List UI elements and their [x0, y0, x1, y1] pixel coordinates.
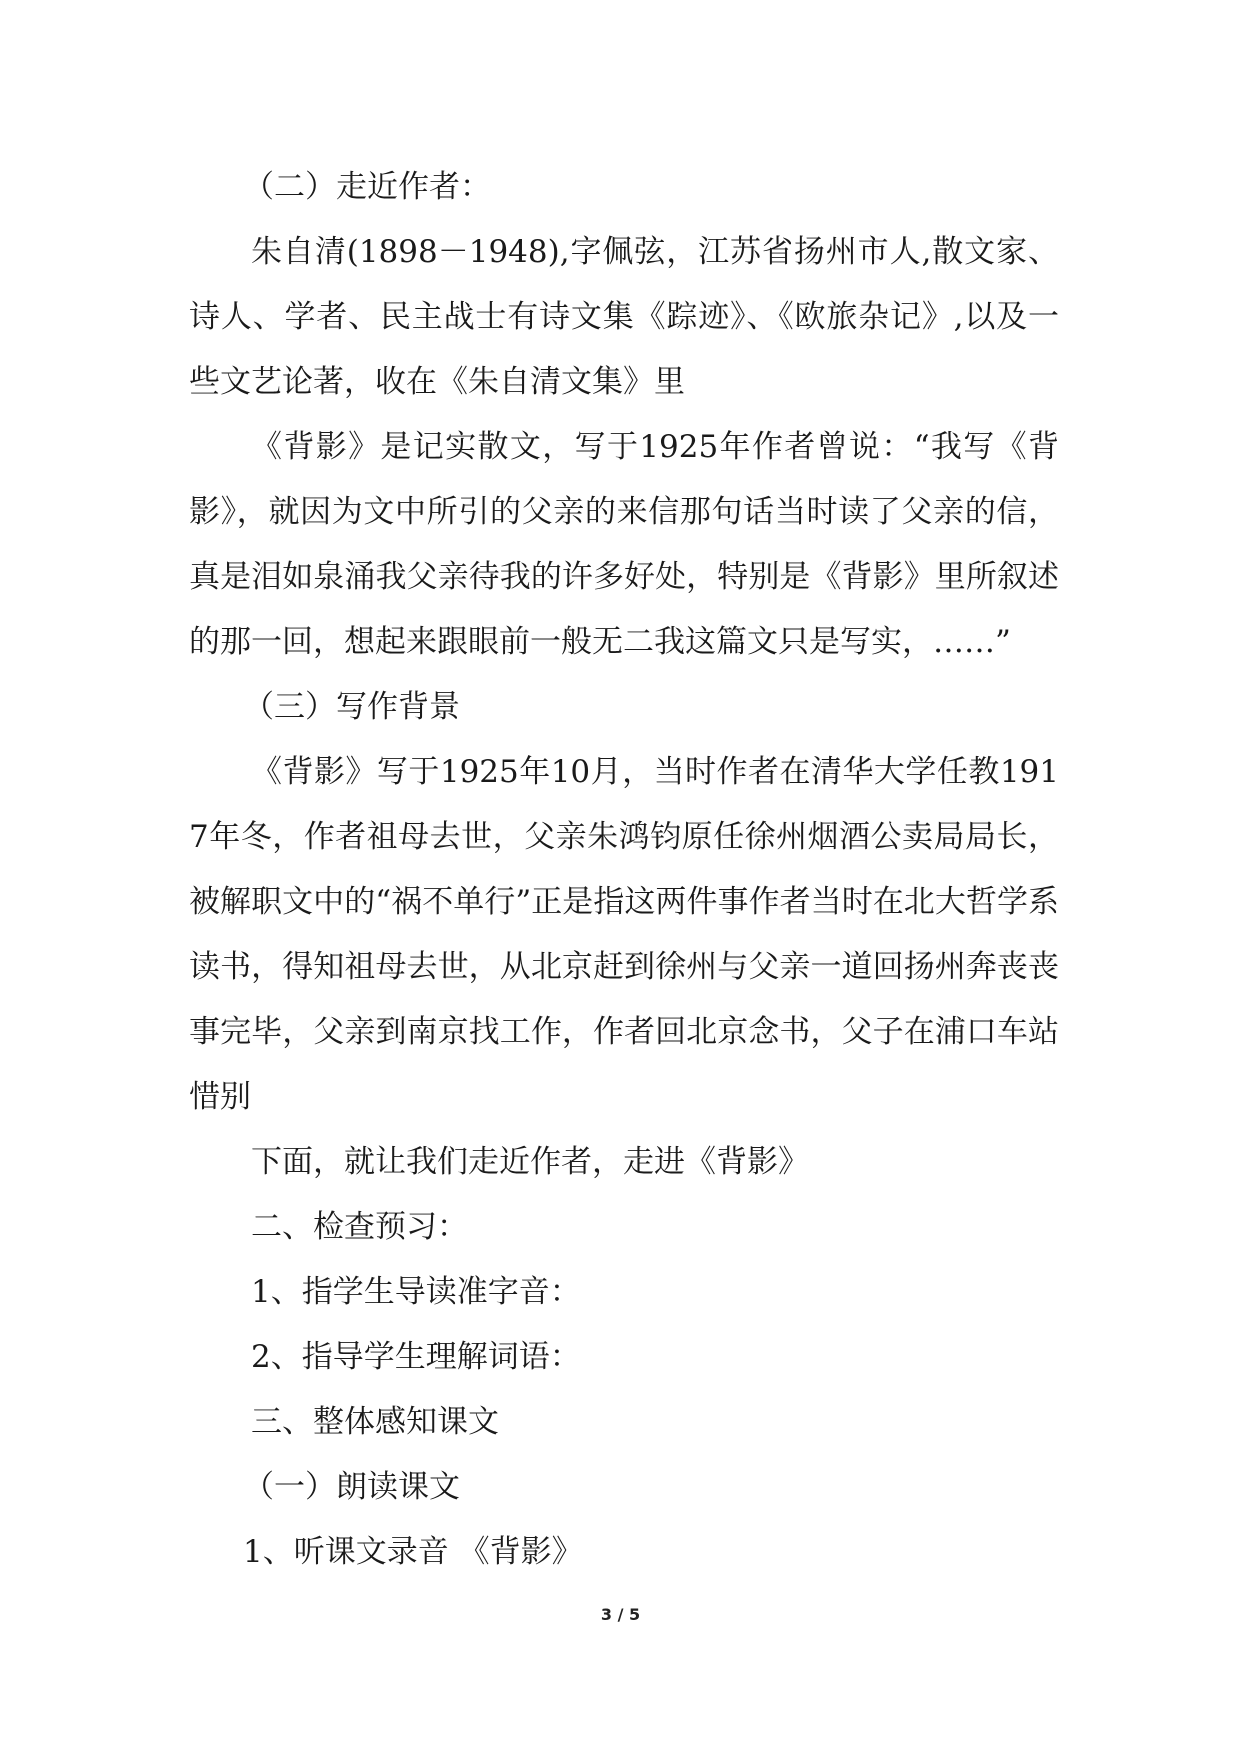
paragraph-author-bio: 朱自清(1898－1948),字佩弦，江苏省扬州市人,散文家、诗人、学者、民主战士有诗文集《踪迹》、《欧旅杂记》,以及一些文艺论著，收在《朱自清文集》里: [189, 234, 1059, 400]
paragraph-transition: 下面，就让我们走近作者，走进《背影》: [251, 1144, 809, 1180]
section-heading-preview: 二、检查预习：: [251, 1209, 468, 1245]
paragraph-beiying-intro: 《背影》是记实散文，写于1925年作者曾说：“我写《背影》，就因为文中所引的父亲的来信那句话当时读了父亲的信，真是泪如泉涌我父亲待我的许多好处，特别是《背影》里所叙述的那一回，想起来跟眼前一般无二我这篇文只是写实，……”: [189, 429, 1059, 660]
section-heading-reading: （一）朗读课文: [243, 1469, 460, 1505]
paragraph-writing-background: 《背影》写于1925年10月，当时作者在清华大学任教1917年冬，作者祖母去世，父亲朱鸿钧原任徐州烟酒公卖局局长，被解职文中的“祸不单行”正是指这两件事作者当时在北大哲学系读书，得知祖母去世，从北京赶到徐州与父亲一道回扬州奔丧丧事完毕，父亲到南京找工作，作者回北京念书，父子在浦口车站惜别: [189, 754, 1059, 1115]
page-number: 3 / 5: [600, 1605, 641, 1624]
document-body: [189, 155, 1059, 1585]
list-item-vocabulary: 2、指导学生理解词语：: [251, 1339, 581, 1375]
list-item-pronunciation: 1、指学生导读准字音：: [251, 1274, 581, 1310]
list-item-listening: 1、听课文录音 《背影》: [243, 1534, 583, 1570]
section-heading-background: （三）写作背景: [243, 689, 460, 725]
section-heading-author: （二）走近作者：: [243, 169, 491, 205]
section-heading-overall: 三、整体感知课文: [251, 1404, 499, 1440]
